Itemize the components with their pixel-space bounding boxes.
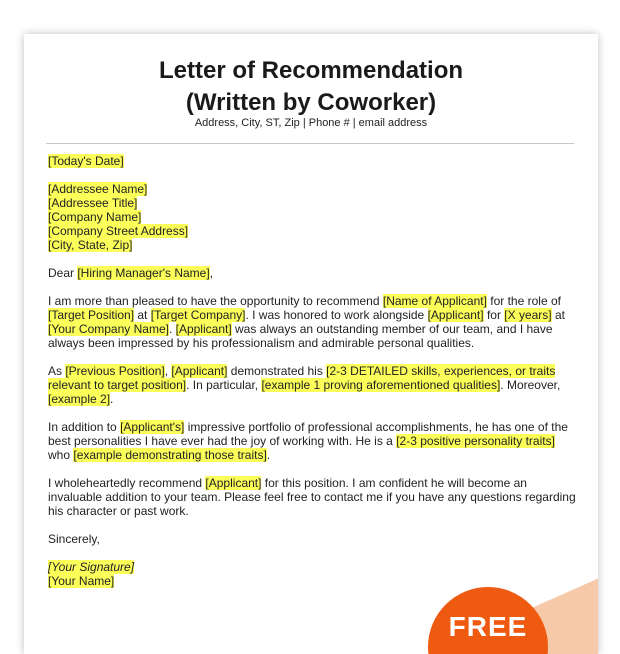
document-subtitle: (Written by Coworker) [185,89,437,116]
text-segment: I wholeheartedly recommend [48,476,206,490]
free-badge [428,587,548,654]
your-name-placeholder: [Your Name] [48,574,115,588]
signature-placeholder: [Your Signature] [48,560,135,574]
highlight-segment: [Name of Applicant] [382,294,487,308]
text-segment: for this position. I am confident he will become an invaluable addition to your team. Please feel free to contact me if you have any questions regarding his character or past work. [48,476,576,518]
salutation [48,266,578,280]
highlight-segment: [example 1 proving aforementioned qualities] [261,378,501,392]
highlight-segment: [Applicant] [175,322,232,336]
text-segment: As [48,364,66,378]
highlight-segment: [example demonstrating those traits] [73,448,267,462]
text-segment: . In particular, [186,378,262,392]
highlight-segment: [X years] [504,308,552,322]
text-segment: at [551,308,565,322]
city-state-zip: [City, State, Zip] [48,238,133,252]
text-segment: impressive portfolio of professional accomplishments, he has one of the best personalities I have ever had the joy of working with. He is a [48,420,568,448]
addressee-name-line [48,182,578,196]
company-street: [Company Street Address] [48,224,189,238]
highlight-segment: [Applicant's] [120,420,185,434]
contact-line: Address, City, ST, Zip | Phone # | email address [194,117,428,129]
company-name: [Company Name] [48,210,142,224]
street-line [48,224,578,238]
highlight-segment: [Applicant] [205,476,262,490]
company-name-line [48,210,578,224]
highlight-segment: [Target Company] [150,308,246,322]
highlight-segment: [Your Company Name] [48,322,169,336]
paragraph-intro [48,294,578,350]
salutation-prefix: Dear [48,266,78,280]
highlight-segment: [Previous Position] [65,364,165,378]
highlight-segment: [2-3 positive personality traits] [396,434,555,448]
text-segment: was always an outstanding member of our team, and I have always been impressed by his professionalism and admirable personal qualities. [48,322,553,350]
text-segment: . I was honored to work alongside [245,308,428,322]
text-segment: . Moreover, [500,378,561,392]
document-title: Letter of Recommendation [158,57,464,84]
text-segment: at [134,308,151,322]
paragraph-skills [48,364,578,406]
date-placeholder: [Today's Date] [48,154,124,168]
letter-document [24,34,598,654]
paragraph-recommendation [48,476,578,518]
header-divider [46,143,574,144]
highlight-segment: [example 2] [48,392,111,406]
text-segment: for the role of [486,294,561,308]
your-name-line [48,574,578,588]
text-segment: I am more than pleased to have the opportunity to recommend [48,294,383,308]
city-line [48,238,578,252]
text-segment: . [110,392,114,406]
highlight-segment: [2-3 DETAILED skills, experiences, or traits relevant to target position] [48,364,556,392]
addressee-title: [Addressee Title] [48,196,138,210]
salutation-suffix: , [209,266,214,280]
text-segment: , [164,364,172,378]
text-segment: . [266,448,271,462]
signature-line [48,560,578,574]
closing: Sincerely, [48,532,100,546]
badge-label: FREE [448,611,528,642]
text-segment: demonstrated his [227,364,327,378]
text-segment: who [48,448,74,462]
hiring-manager-name: [Hiring Manager's Name] [77,266,210,280]
highlight-segment: [Applicant] [171,364,228,378]
highlight-segment: [Applicant] [427,308,484,322]
paragraph-personality [48,420,578,462]
addressee-title-line [48,196,578,210]
text-segment: In addition to [48,420,121,434]
addressee-name: [Addressee Name] [48,182,148,196]
text-segment: for [483,308,505,322]
letter-body [48,154,578,588]
text-segment: . [168,322,176,336]
date-line [48,154,578,168]
highlight-segment: [Target Position] [48,308,135,322]
